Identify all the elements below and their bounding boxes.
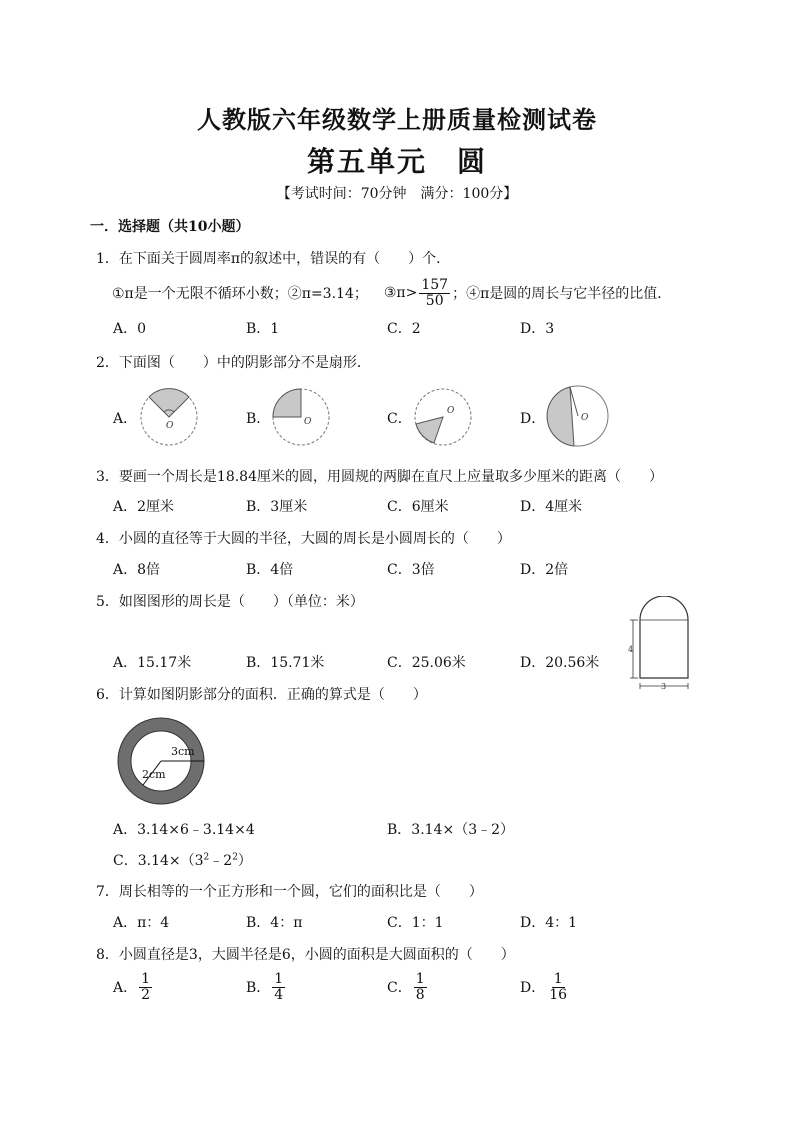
q1-statement-4: ；④π是圆的周长与它半径的比值． [452,286,672,303]
q1-statement-3-prefix: ③π> [383,285,418,302]
question-2: 2．下面图（ ）中的阴影部分不是扇形． [96,355,371,371]
q8-a-num: 1 [141,971,151,987]
q8-option-a-fraction [139,972,152,1002]
q7-option-c[interactable]: C．1：1 [387,915,444,931]
q5-shape [640,596,688,678]
q6-optc-mid: ﹣2 [209,853,233,869]
q6-optc-exp1: 2 [203,852,210,863]
q6-optc-exp2: 2 [232,852,238,863]
q3-option-c[interactable]: C．6厘米 [387,499,449,515]
q8-option-c-label: C． [387,980,412,997]
q5-width-label: 3 [661,682,667,691]
unit-title: 第五单元 圆 [306,145,487,178]
q2-figure-a [136,386,202,448]
exam-info: 【考试时间：70分钟 满分：100分】 [276,186,518,202]
q2-option-c[interactable]: C． [387,411,412,427]
q6-inner-label: 2cm [142,768,166,781]
q8-option-a[interactable] [113,972,154,1002]
q8-d-den: 16 [549,986,568,1003]
q6-optc-post: ） [237,853,252,869]
q5-height-label: 4 [628,645,634,654]
q1-fraction-numerator: 157 [421,277,449,293]
q4-option-d[interactable]: D．2倍 [520,562,569,578]
q2d-center-label: O [581,413,589,423]
q8-option-a-label: A． [113,980,138,997]
q8-option-d[interactable] [520,972,571,1002]
q6-optc-pre: C．3.14×（3 [113,853,204,869]
q2c-center-label: O [447,406,455,416]
q2c-shape [416,417,443,443]
q8-option-b[interactable] [246,972,287,1002]
q5-option-c[interactable]: C．25.06米 [387,655,466,671]
question-1-statements [112,278,671,308]
q7-option-a[interactable]: A．π：4 [113,915,170,931]
q8-d-num: 1 [553,971,563,987]
q5-figure [626,596,696,692]
q2a-sector [149,389,189,417]
q2-option-a[interactable]: A． [113,411,138,427]
q6-option-b[interactable]: B．3.14×（3﹣2） [387,822,515,838]
q2-figure-c [410,386,476,448]
q5-option-a[interactable]: A．15.17米 [113,655,192,671]
q2-option-b[interactable]: B． [246,411,271,427]
q4-option-c[interactable]: C．3倍 [387,562,435,578]
q8-c-den: 8 [415,986,425,1003]
q3-option-b[interactable]: B．3厘米 [246,499,308,515]
q8-b-num: 1 [274,971,284,987]
q2d-segment [547,387,574,446]
q8-c-num: 1 [415,971,425,987]
question-6: 6．计算如图阴影部分的面积．正确的算式是（ ） [96,687,427,703]
q6-outer-label: 3cm [171,745,195,758]
question-8: 8．小圆直径是3，大圆半径是6，小圆的面积是大圆面积的（ ） [96,947,515,963]
q6-option-a[interactable]: A．3.14×6﹣3.14×4 [113,822,255,838]
q8-option-c[interactable] [387,972,429,1002]
q2-figure-b [268,386,334,448]
q1-fraction [419,278,450,308]
q6-option-c[interactable] [113,850,252,870]
q3-option-a[interactable]: A．2厘米 [113,499,175,515]
q1-statement-1-2: ①π是一个无限不循环小数；②π=3.14； [112,286,368,303]
q5-option-d[interactable]: D．20.56米 [520,655,600,671]
q1-option-c[interactable]: C．2 [387,321,421,337]
q8-option-b-label: B． [246,980,271,997]
q8-option-b-fraction [272,972,285,1002]
q2b-sector [273,389,301,417]
q4-option-b[interactable]: B．4倍 [246,562,294,578]
q7-option-d[interactable]: D．4：1 [520,915,578,931]
q2-option-d[interactable]: D． [520,411,546,427]
q8-a-den: 2 [141,986,151,1003]
q2b-center-label: O [304,417,312,427]
q3-option-d[interactable]: D．4厘米 [520,499,583,515]
q2-figure-d [542,384,612,448]
question-1: 1．在下面关于圆周率π的叙述中，错误的有（ ）个． [96,251,451,267]
q4-option-a[interactable]: A．8倍 [113,562,161,578]
q8-b-den: 4 [274,986,284,1003]
q1-option-b[interactable]: B．1 [246,321,280,337]
question-4: 4．小圆的直径等于大圆的半径，大圆的周长是小圆周长的（ ） [96,531,511,547]
q1-option-d[interactable]: D．3 [520,321,555,337]
q1-fraction-denominator: 50 [425,292,444,309]
q2a-center-label: O [166,421,174,431]
q6-figure [116,716,206,806]
page-title: 人教版六年级数学上册质量检测试卷 [197,105,597,134]
q1-option-a[interactable]: A．0 [113,321,147,337]
question-5: 5．如图图形的周长是（ ）（单位：米） [96,594,364,610]
section-title: 一．选择题（共10小题） [90,219,250,235]
q8-option-c-fraction [414,972,427,1002]
q7-option-b[interactable]: B．4：π [246,915,303,931]
question-3: 3．要画一个周长是18.84厘米的圆，用圆规的两脚在直尺上应量取多少厘米的距离（ ） [96,469,663,485]
q5-option-b[interactable]: B．15.71米 [246,655,325,671]
question-7: 7．周长相等的一个正方形和一个圆，它们的面积比是（ ） [96,884,483,900]
q8-option-d-label: D． [520,980,546,997]
q8-option-d-fraction [547,972,569,1002]
